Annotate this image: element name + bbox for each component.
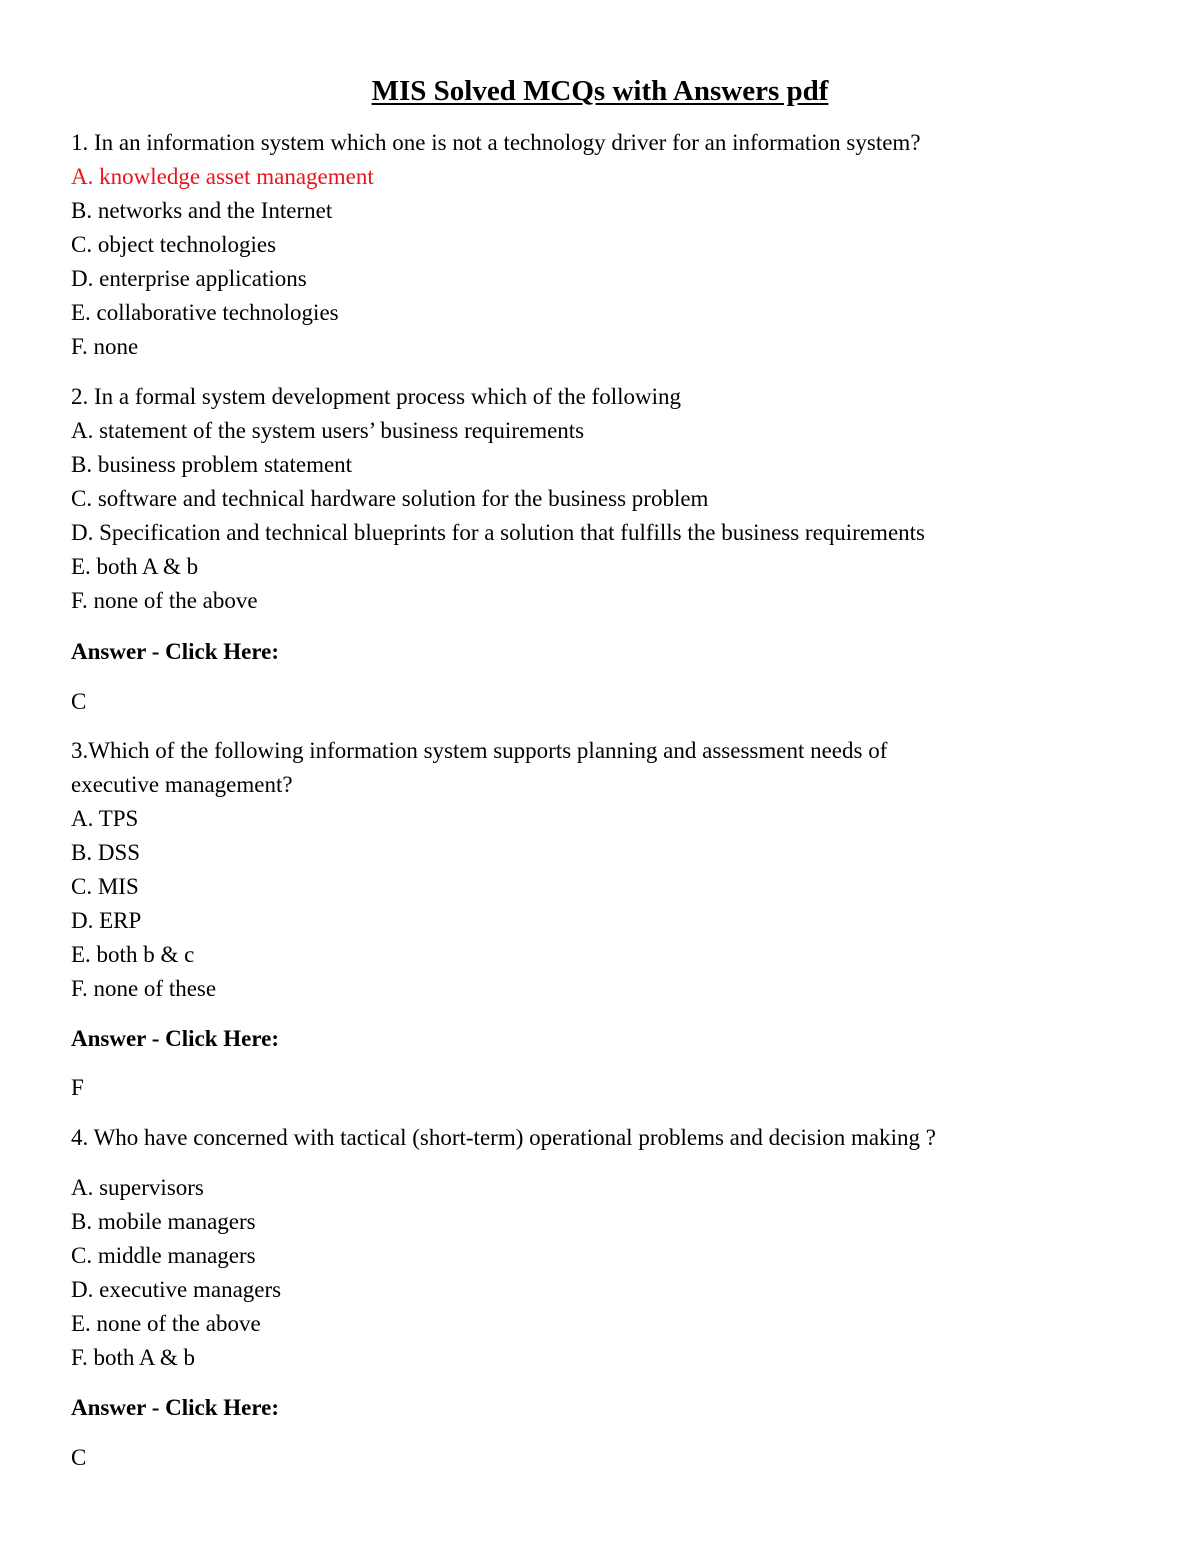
question-2-option-c: C. software and technical hardware solution for the business problem [71,486,709,511]
question-2-answer: C [71,689,87,714]
question-1-option-d: D. enterprise applications [71,266,307,291]
document-title: MIS Solved MCQs with Answers pdf [371,75,829,107]
question-3-option-c: C. MIS [71,874,139,899]
question-1-option-a: A. knowledge asset management [71,164,374,189]
question-3-answer: F [71,1075,84,1100]
question-3-answer-link[interactable]: Answer - Click Here: [71,1026,280,1051]
question-4-option-a: A. supervisors [71,1175,204,1200]
question-4-option-f: F. both A & b [71,1345,196,1370]
question-1-text: 1. In an information system which one is not a technology driver for an information system? [71,130,921,155]
question-1-option-c: C. object technologies [71,232,277,257]
question-3-option-b: B. DSS [71,840,141,865]
question-1-option-b: B. networks and the Internet [71,198,333,223]
question-2-text: 2. In a formal system development process which of the following [71,384,681,409]
question-4-option-d: D. executive managers [71,1277,282,1302]
question-3-option-f: F. none of these [71,976,217,1001]
question-3-text-line-1: 3.Which of the following information system supports planning and assessment needs of [71,738,888,763]
question-4-answer: C [71,1445,87,1470]
question-2-option-f: F. none of the above [71,588,258,613]
question-1-option-f: F. none [71,334,139,359]
question-2-answer-link[interactable]: Answer - Click Here: [71,639,280,664]
question-4-text: 4. Who have concerned with tactical (short-term) operational problems and decision making ? [71,1125,936,1150]
question-2-option-b: B. business problem statement [71,452,353,477]
question-3-text-line-2: executive management? [71,772,293,797]
question-3-option-d: D. ERP [71,908,142,933]
question-4-answer-link[interactable]: Answer - Click Here: [71,1395,280,1420]
question-2-option-d: D. Specification and technical blueprints for a solution that fulfills the business requirements [71,520,925,545]
question-4-option-c: C. middle managers [71,1243,256,1268]
question-4-option-e: E. none of the above [71,1311,261,1336]
question-3-option-e: E. both b & c [71,942,195,967]
question-4-option-b: B. mobile managers [71,1209,256,1234]
question-2-option-a: A. statement of the system users’ business requirements [71,418,585,443]
question-3-option-a: A. TPS [71,806,139,831]
question-2-option-e: E. both A & b [71,554,199,579]
question-1-option-e: E. collaborative technologies [71,300,339,325]
